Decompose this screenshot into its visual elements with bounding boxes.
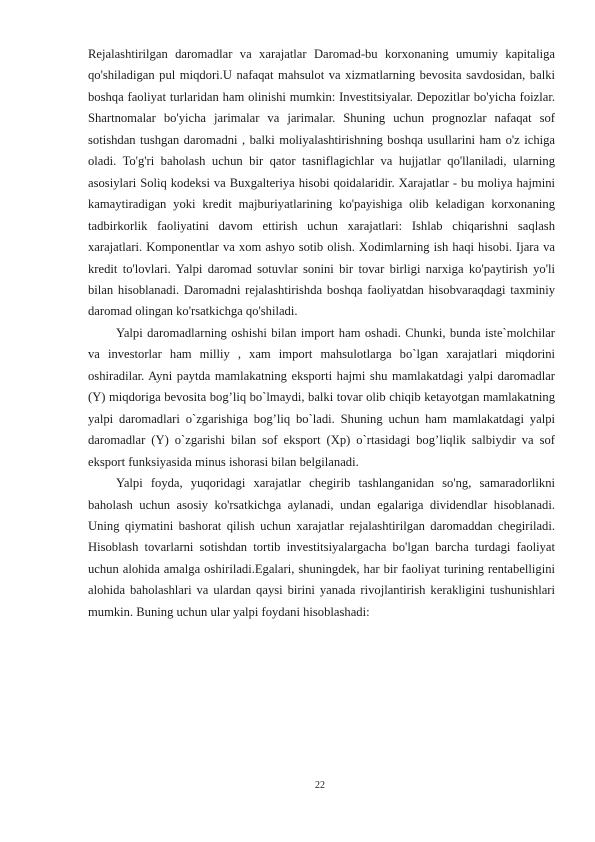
body-text [88, 44, 555, 623]
paragraph-1: Rejalashtirilgan daromadlar va xarajatlar Daromad-bu korxonaning umumiy kapitaliga qo'shiladigan pul miqdori.U nafaqat mahsulot va xizmatlarning bevosita savdosidan, balki boshqa faoliyat turlaridan ham olinishi mumkin: Investitsiyalar. Depozitlar bo'yicha foizlar. Shartnomalar bo'yicha jarimalar va jarimalar. Shuning uchun prognozlar nafaqat sof sotishdan tushgan daromadni , balki moliyalashtirishning boshqa usullarini ham o'z ichiga oladi. To'g'ri baholash uchun bir qator tasniflagichlar va hujjatlar qo'llaniladi, ularning asosiylari Soliq kodeksi va Buxgalteriya hisobi qoidalaridir. Xarajatlar - bu moliya hajmini kamaytiradigan yoki kredit majburiyatlarining ko'payishiga olib keladigan korxonaning tadbirkorlik faoliyatini davom ettirish uchun xarajatlari: Ishlab chiqarishni saqlash xarajatlari. Komponentlar va xom ashyo sotib olish. Xodimlarning ish haqi hisobi. Ijara va kredit to'lovlari. Yalpi daromad sotuvlar sonini bir tovar birligi narxiga ko'paytirish yo'li bilan hisoblanadi. Daromadni rejalashtirishda boshqa faoliyatdan hisobvaraqdagi taxminiy daromad olingan ko'rsatkichga qo'shiladi. [88, 47, 555, 319]
page-number: 22 [315, 780, 325, 791]
paragraph-3: Yalpi foyda, yuqoridagi xarajatlar chegirib tashlanganidan so'ng, samaradorlikni baholash uchun asosiy ko'rsatkichga aylanadi, undan egalariga dividendlar hisoblanadi. Uning qiymatini bashorat qilish uchun xarajatlar rejalashtirilgan daromaddan chegiriladi. Hisoblash tovarlarni sotishdan tortib investitsiyalargacha bo'lgan barcha turdagi faoliyat uchun alohida amalga oshiriladi.Egalari, shuningdek, har bir faoliyat turining rentabelligini alohida baholashlari va ulardan qaysi birini yanada rivojlantirish kerakligini tushunishlari mumkin. Buning uchun ular yalpi foydani hisoblashadi: [88, 476, 555, 619]
paragraph-2: Yalpi daromadlarning oshishi bilan import ham oshadi. Chunki, bunda iste`molchilar va investorlar ham milliy , xam import mahsulotlarga bo`lgan xarajatlari miqdorini oshiradilar. Ayni paytda mamlakatning eksporti hajmi shu mamlakatdagi yalpi daromadlar (Y) miqdoriga bevosita bog’liq bo`lmaydi, balki tovar olib chiqib ketayotgan mamlakatning yalpi daromadlari o`zgarishiga bog’liq bo`ladi. Shuning uchun ham mamlakatdagi yalpi daromadlar (Y) o`zgarishi bilan sof eksport (Xp) o`rtasidagi bog’liqlik salbiydir va sof eksport funksiyasida minus ishorasi bilan belgilanadi. [88, 325, 555, 469]
